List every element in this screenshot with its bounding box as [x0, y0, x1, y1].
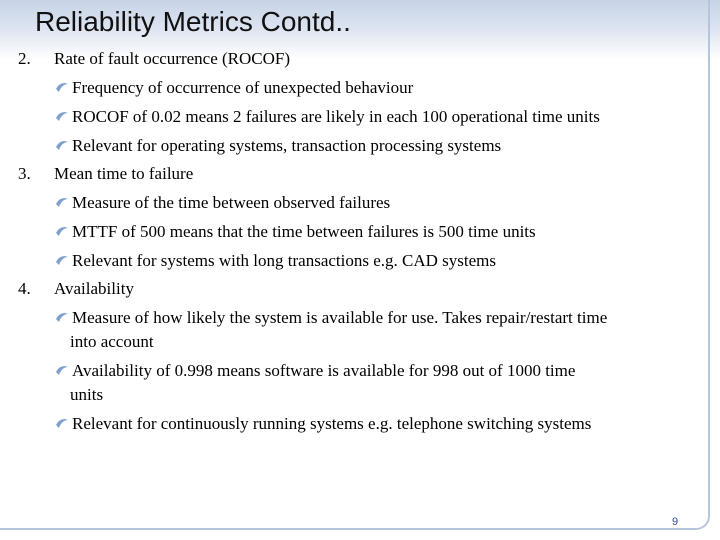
section-number: 3. — [18, 164, 31, 183]
bullet-text: ROCOF of 0.02 means 2 failures are likely in each 100 operational time units — [72, 107, 600, 126]
bullet-icon — [56, 312, 66, 322]
bullet-text: Measure of the time between observed failures — [72, 193, 391, 212]
bullet-icon — [56, 111, 66, 121]
section-heading: Mean time to failure — [54, 164, 194, 183]
bullet-icon — [56, 255, 66, 265]
bullet-text-continued: units — [70, 385, 104, 404]
slide-title: Reliability Metrics Contd.. — [35, 6, 351, 37]
bullet-text: Relevant for operating systems, transaction processing systems — [72, 136, 502, 155]
page-number: 9 — [672, 516, 679, 528]
section-heading: Availability — [54, 279, 134, 298]
bullet-text: Relevant for systems with long transactions e.g. CAD systems — [72, 251, 497, 270]
bullet-icon — [56, 365, 66, 375]
bullet-icon — [56, 197, 66, 207]
bullet-text-continued: into account — [70, 332, 154, 351]
bullet-icon — [56, 418, 66, 428]
bullet-text: MTTF of 500 means that the time between failures is 500 time units — [72, 222, 536, 241]
bullet-icon — [56, 82, 66, 92]
section-heading: Rate of fault occurrence (ROCOF) — [54, 49, 291, 68]
section-number: 2. — [18, 49, 31, 68]
bullet-text: Measure of how likely the system is available for use. Takes repair/restart time — [72, 308, 608, 327]
bullet-icon — [56, 226, 66, 236]
section-number: 4. — [18, 279, 31, 298]
bullet-text: Availability of 0.998 means software is available for 998 out of 1000 time — [72, 361, 576, 380]
bullet-icon — [56, 140, 66, 150]
bullet-text: Relevant for continuously running systems e.g. telephone switching systems — [72, 414, 592, 433]
bullet-text: Frequency of occurrence of unexpected behaviour — [72, 78, 414, 97]
